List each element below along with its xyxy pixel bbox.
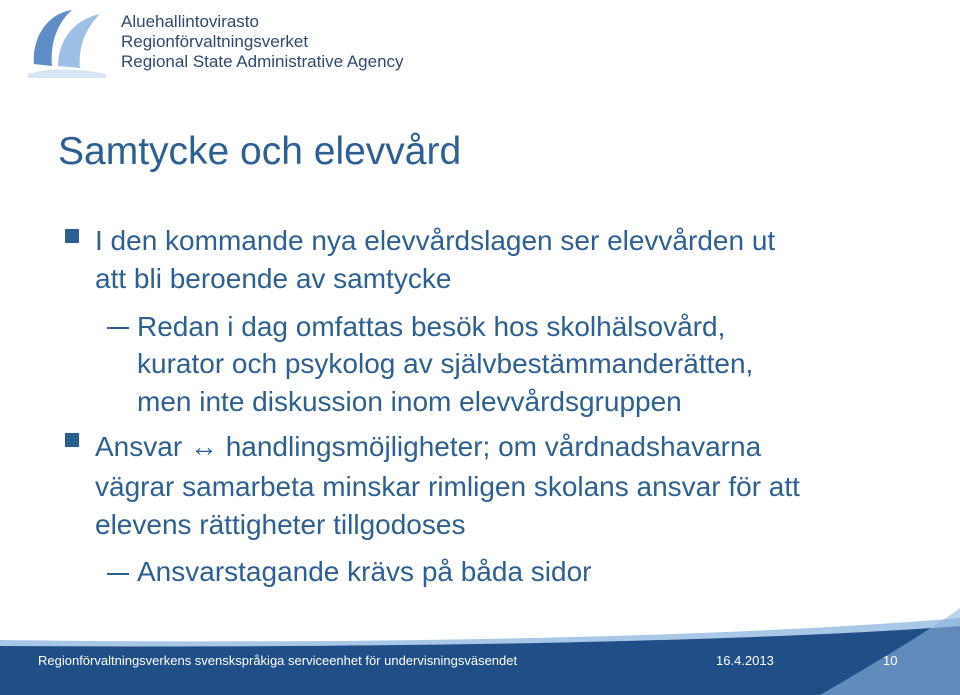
bullet-marker <box>65 229 79 243</box>
sub-bullet-text-line: kurator och psykolog av självbestämmanderätten, <box>137 348 754 379</box>
bullet-text-line: Ansvar ↔ handlingsmöjligheter; om vårdnadshavarna <box>95 431 762 462</box>
org-name-english: Regional State Administrative Agency <box>121 52 404 71</box>
sub-bullet-dash <box>107 573 129 575</box>
org-name-swedish: Regionförvaltningsverket <box>121 32 309 51</box>
sub-bullet-text-line: men inte diskussion inom elevvårdsgruppen <box>137 386 682 417</box>
sub-bullet-dash <box>107 327 129 329</box>
footer-date: 16.4.2013 <box>716 653 774 668</box>
bullet-text-line: elevens rättigheter tillgodoses <box>95 509 466 540</box>
sub-bullet-text-line: Redan i dag omfattas besök hos skolhälsovård, <box>137 311 726 342</box>
bullet-text-line: att bli beroende av samtycke <box>95 263 452 294</box>
org-name-finnish: Aluehallintovirasto <box>121 12 259 31</box>
bullet-text-line: I den kommande nya elevvårdslagen ser elevvården ut <box>95 225 776 256</box>
organization-name <box>121 12 404 72</box>
footer-band <box>0 600 960 695</box>
slide-title: Samtycke och elevvård <box>58 130 462 173</box>
bullet-text-line: vägrar samarbeta minskar rimligen skolans ansvar för att <box>95 471 800 502</box>
footer-organization: Regionförvaltningsverkens svenskspråkiga serviceenhet för undervisningsväsendet <box>38 653 518 668</box>
bullet-marker <box>65 433 79 447</box>
footer-page-number: 10 <box>883 653 898 668</box>
agency-logo-icon <box>28 4 108 80</box>
sub-bullet-text-line: Ansvarstagande krävs på båda sidor <box>137 556 592 587</box>
